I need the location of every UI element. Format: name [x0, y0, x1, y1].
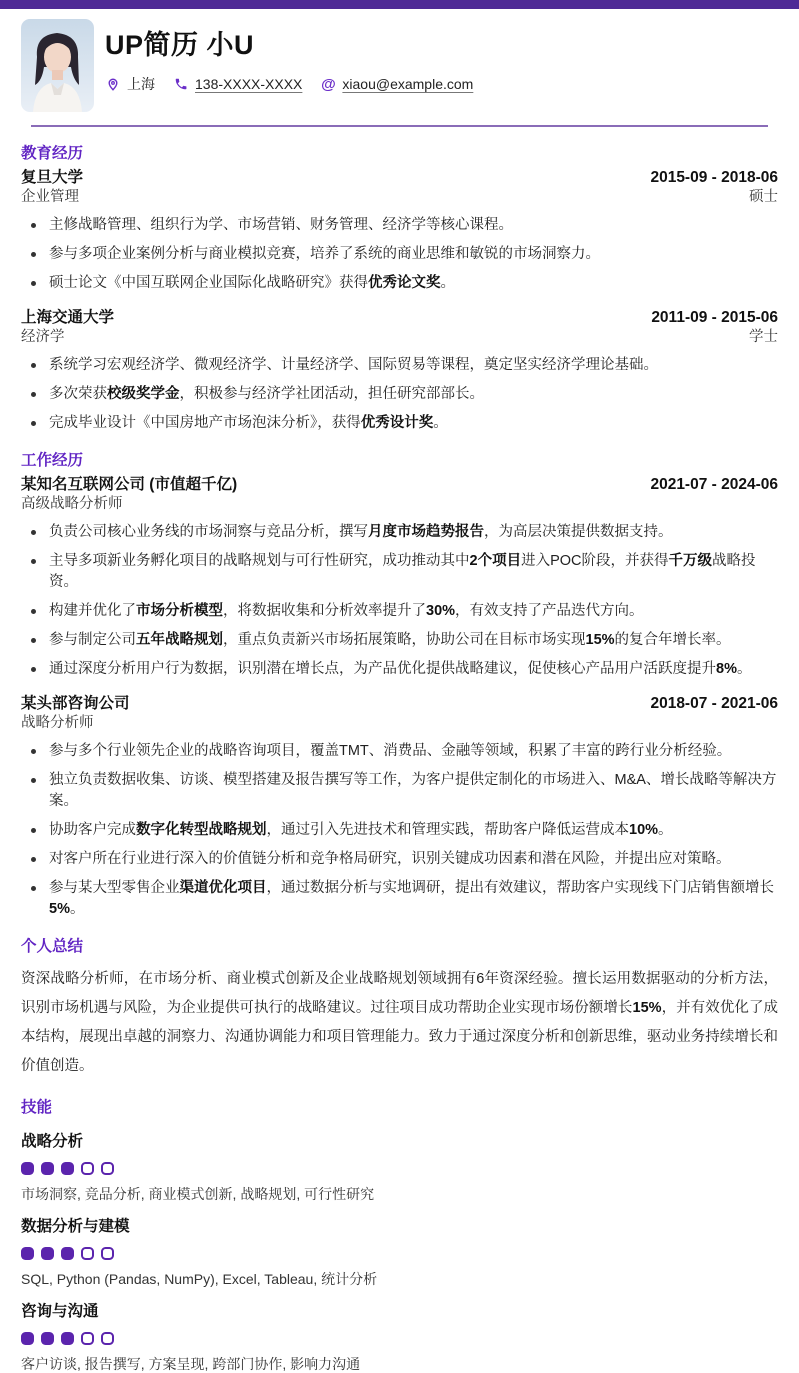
education-subtitle: 企业管理: [21, 189, 79, 205]
education-org-name: 复旦大学: [21, 169, 84, 186]
phone-link[interactable]: 138-XXXX-XXXX: [195, 76, 303, 92]
bullet-item: 完成毕业设计《中国房地产市场泡沫分析》，获得优秀设计奖。: [29, 413, 778, 434]
work-entries: [21, 475, 778, 920]
work-subtitle: 战略分析师: [21, 715, 94, 731]
education-entry-header: [21, 308, 778, 347]
bullet-item: 协助客户完成数字化转型战略规划，通过引入先进技术和管理实践，帮助客户降低运营成本10%。: [29, 820, 778, 841]
section-skills: [21, 1098, 778, 1373]
phone-icon: [173, 76, 189, 92]
skill-level-dots: [21, 1332, 778, 1345]
bullet-item: 参与制定公司五年战略规划，重点负责新兴市场拓展策略，协助公司在目标市场实现15%的复合年增长率。: [29, 630, 778, 651]
skill-level-dots: [21, 1162, 778, 1175]
bullet-item: 对客户所在行业进行深入的价值链分析和竞争格局研究，识别关键成功因素和潜在风险，并提出应对策略。: [29, 849, 778, 870]
contact-row: [105, 74, 491, 94]
skill-keywords: 市场洞察, 竞品分析, 商业模式创新, 战略规划, 可行性研究: [21, 1186, 375, 1202]
level-dot-filled: [61, 1162, 74, 1175]
summary-text: 资深战略分析师，在市场分析、商业模式创新及企业战略规划领域拥有6年资深经验。擅长运用数据驱动的分析方法，识别市场机遇与风险，为企业提供可执行的战略建议。过往项目成功帮助企业实现市场份额增长15%，并有效优化了成本结构，展现出卓越的洞察力、沟通协调能力和项目管理能力。致力于通过深度分析和创新思维，驱动业务持续增长和价值创造。: [21, 971, 779, 1074]
education-entry: [21, 168, 778, 294]
top-accent-bar: [0, 0, 799, 9]
work-org-name: 某头部咨询公司: [21, 695, 130, 712]
skill-item: [21, 1132, 778, 1203]
education-entry-right: [651, 308, 778, 347]
level-dot-filled: [21, 1162, 34, 1175]
level-dot-empty: [81, 1332, 94, 1345]
education-entry-header: [21, 168, 778, 207]
skill-item: [21, 1217, 778, 1288]
section-summary: [21, 937, 778, 1081]
bullet-item: 主修战略管理、组织行为学、市场营销、财务管理、经济学等核心课程。: [29, 215, 778, 236]
education-date-range: 2011-09 - 2015-06: [651, 309, 778, 326]
bullet-item: 多次荣获校级奖学金，积极参与经济学社团活动，担任研究部部长。: [29, 384, 778, 405]
level-dot-filled: [61, 1247, 74, 1260]
education-entries: [21, 168, 778, 434]
avatar: [21, 19, 94, 112]
level-dot-filled: [21, 1332, 34, 1345]
level-dot-filled: [61, 1332, 74, 1345]
work-entry-left: [21, 475, 237, 514]
header-divider: [31, 125, 768, 127]
location-text: 上海: [127, 76, 155, 92]
resume-header: [21, 9, 778, 112]
work-entry: [21, 694, 778, 920]
work-entry-left: [21, 694, 130, 733]
skill-name: 咨询与沟通: [21, 1303, 99, 1320]
skill-level-dots: [21, 1247, 778, 1260]
degree-label: 硕士: [749, 189, 778, 205]
section-title-education: 教育经历: [21, 145, 84, 162]
skill-keywords: SQL, Python (Pandas, NumPy), Excel, Tableau, 统计分析: [21, 1271, 378, 1287]
level-dot-empty: [81, 1162, 94, 1175]
level-dot-empty: [101, 1162, 114, 1175]
education-date-range: 2015-09 - 2018-06: [650, 169, 778, 186]
bullet-item: 构建并优化了市场分析模型，将数据收集和分析效率提升了30%，有效支持了产品迭代方向。: [29, 601, 778, 622]
section-education: [21, 144, 778, 434]
work-org-name: 某知名互联网公司 (市值超千亿): [21, 476, 238, 493]
section-title-summary: 个人总结: [21, 938, 84, 955]
education-subtitle: 经济学: [21, 329, 65, 345]
education-entry: [21, 308, 778, 434]
bullet-item: 负责公司核心业务线的市场洞察与竞品分析，撰写月度市场趋势报告，为高层决策提供数据支持。: [29, 522, 778, 543]
level-dot-filled: [41, 1332, 54, 1345]
education-entry-right: [650, 168, 778, 207]
header-text-block: [105, 19, 491, 94]
at-email-icon: @: [321, 75, 336, 93]
level-dot-empty: [81, 1247, 94, 1260]
bullet-item: 系统学习宏观经济学、微观经济学、计量经济学、国际贸易等课程，奠定坚实经济学理论基础。: [29, 355, 778, 376]
level-dot-empty: [101, 1247, 114, 1260]
skill-item: [21, 1302, 778, 1373]
bullet-item: 独立负责数据收集、访谈、模型搭建及报告撰写等工作，为客户提供定制化的市场进入、M&A、增长战略等解决方案。: [29, 770, 778, 812]
section-title-work: 工作经历: [21, 452, 84, 469]
education-entry-left: [21, 308, 114, 347]
resume-page: [0, 9, 799, 1373]
education-entry-left: [21, 168, 83, 207]
work-bullet-list: [21, 741, 778, 920]
bullet-item: 参与多个行业领先企业的战略咨询项目，覆盖TMT、消费品、金融等领域，积累了丰富的跨行业分析经验。: [29, 741, 778, 762]
education-org-name: 上海交通大学: [21, 309, 115, 326]
email-link[interactable]: xiaou@example.com: [342, 76, 474, 92]
degree-label: 学士: [749, 329, 778, 345]
work-date-range: 2018-07 - 2021-06: [650, 695, 778, 712]
candidate-name: UP简历 小U: [105, 30, 255, 60]
level-dot-filled: [21, 1247, 34, 1260]
level-dot-empty: [101, 1332, 114, 1345]
bullet-item: 参与多项企业案例分析与商业模拟竞赛，培养了系统的商业思维和敏锐的市场洞察力。: [29, 244, 778, 265]
contact-phone: [173, 76, 302, 92]
location-pin-icon: [105, 76, 121, 92]
bullet-item: 通过深度分析用户行为数据，识别潜在增长点，为产品优化提供战略建议，促使核心产品用户活跃度提升8%。: [29, 659, 778, 680]
section-work: [21, 451, 778, 920]
skill-name: 战略分析: [21, 1133, 84, 1150]
work-date-range: 2021-07 - 2024-06: [650, 476, 778, 493]
bullet-item: 硕士论文《中国互联网企业国际化战略研究》获得优秀论文奖。: [29, 273, 778, 294]
contact-email: [320, 76, 473, 92]
skill-entries: [21, 1132, 778, 1373]
education-bullet-list: [21, 355, 778, 434]
work-entry-header: [21, 475, 778, 514]
skill-name: 数据分析与建模: [21, 1218, 130, 1235]
contact-location: [105, 74, 155, 94]
level-dot-filled: [41, 1162, 54, 1175]
work-entry-right: [650, 694, 778, 713]
work-bullet-list: [21, 522, 778, 680]
level-dot-filled: [41, 1247, 54, 1260]
work-entry-header: [21, 694, 778, 733]
bullet-item: 主导多项新业务孵化项目的战略规划与可行性研究，成功推动其中2个项目进入POC阶段，并获得千万级战略投资。: [29, 551, 778, 593]
work-entry-right: [650, 475, 778, 494]
education-bullet-list: [21, 215, 778, 294]
bullet-item: 参与某大型零售企业渠道优化项目，通过数据分析与实地调研，提出有效建议，帮助客户实现线下门店销售额增长5%。: [29, 878, 778, 920]
section-title-skills: 技能: [21, 1099, 53, 1116]
work-entry: [21, 475, 778, 680]
work-subtitle: 高级战略分析师: [21, 496, 123, 512]
skill-keywords: 客户访谈, 报告撰写, 方案呈现, 跨部门协作, 影响力沟通: [21, 1356, 361, 1372]
